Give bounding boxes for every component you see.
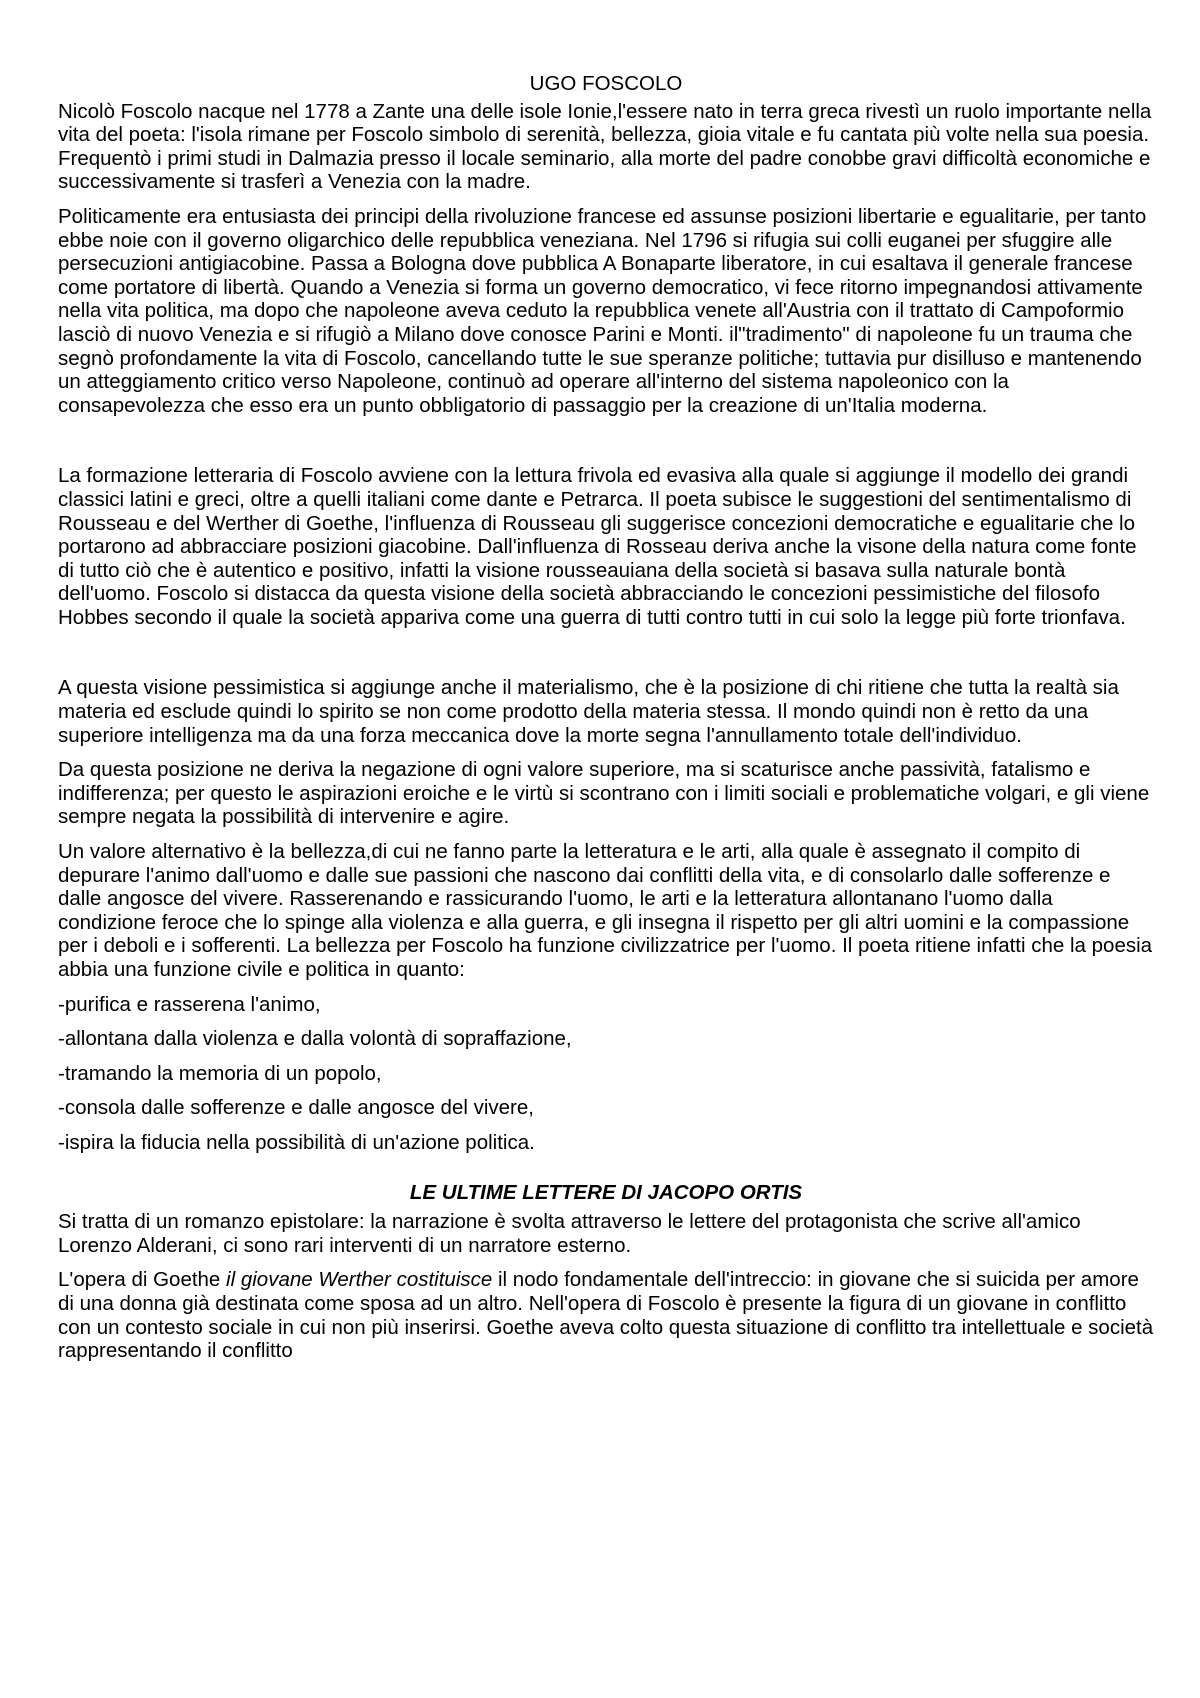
paragraph-materialism: A questa visione pessimistica si aggiunge anche il materialismo, che è la posizione di chi ritiene che tutta la realtà sia materia ed esclude quindi lo spirito se non come prodotto della materia stessa. Il mondo quindi non è retto da una superiore intelligenza ma da una forza meccanica dove la morte segna l'annullamento totale dell'individuo.	[58, 676, 1119, 747]
paragraph-epistolary: Si tratta di un romanzo epistolare: la narrazione è svolta attraverso le lettere del protagonista che scrive all'amico Lorenzo Alderani, ci sono rari interventi di un narratore esterno.	[58, 1210, 1081, 1257]
list-item: -tramando la memoria di un popolo,	[58, 1061, 382, 1085]
list-item: -allontana dalla violenza e dalla volontà di sopraffazione,	[58, 1027, 572, 1051]
paragraph-goethe	[58, 1268, 1154, 1362]
list-item: -purifica e rasserena l'animo,	[58, 992, 321, 1016]
text-run: L'opera di Goethe	[58, 1268, 227, 1292]
paragraph-negation: Da questa posizione ne deriva la negazione di ogni valore superiore, ma si scaturisce anche passività, fatalismo e indifferenza; per questo le aspirazioni eroiche e le virtù si scontrano con i limiti sociali e problematiche volgari, e gli viene sempre negata la possibilità di intervenire e agire.	[58, 758, 1150, 829]
section-title-ortis: LE ULTIME LETTERE DI JACOPO ORTIS	[409, 1180, 803, 1204]
blank-line	[58, 428, 1154, 464]
paragraph-beauty: Un valore alternativo è la bellezza,di cui ne fanno parte la letteratura e le arti, alla quale è assegnato il compito di depurare l'animo dall'uomo e dalle sue passioni che nascono dai conflitti della vita, e di consolarlo dalle sofferenze e dalle angosce del vivere. Rasserenando e rassicurando l'uomo, le arti e la letteratura allontanano l'uomo dalla condizione feroce che lo spinge alla violenza e alla guerra, e gli insegna il rispetto per gli altri uomini e la compassione per i deboli e i sofferenti. La bellezza per Foscolo ha funzione civilizzatrice per l'uomo. Il poeta ritiene infatti che la poesia abbia una funzione civile e politica in quanto:	[58, 840, 1153, 981]
list-item: -ispira la fiducia nella possibilità di un'azione politica.	[58, 1130, 535, 1154]
text-run: il nodo fondamentale dell'intreccio: in giovane che si suicida per amore di una donna già destinata come sposa ad un altro. Nell'opera di Foscolo è presente la figura di un giovane in conflitto con un contesto sociale in cui non più inserirsi. Goethe aveva colto questa situazione di conflitto tra intellettuale e società rappresentando il conflitto	[58, 1268, 1154, 1363]
italic-run: il giovane Werther costituisce	[226, 1268, 493, 1292]
document-page	[58, 72, 1154, 1374]
paragraph-literary-formation: La formazione letteraria di Foscolo avviene con la lettura frivola ed evasiva alla quale si aggiunge il modello dei grandi classici latini e greci, oltre a quelli italiani come dante e Petrarca. Il poeta subisce le suggestioni del sentimentalismo di Rousseau e del Werther di Goethe, l'influenza di Rousseau gli suggerisce concezioni democratiche e egualitarie che lo portarono ad abbracciare posizioni giacobine. Dall'influenza di Rosseau deriva anche la visone della natura come fonte di tutto ciò che è autentico e positivo, infatti la visione rousseauiana della società si basava sulla naturale bontà dell'uomo. Foscolo si distacca da questa visione della società abbracciando le concezioni pessimistiche del filosofo Hobbes secondo il quale la società appariva come una guerra di tutti contro tutti in cui solo la legge più forte trionfava.	[58, 464, 1137, 629]
document-title: UGO FOSCOLO	[529, 72, 683, 95]
blank-line	[58, 640, 1154, 676]
paragraph-biography: Nicolò Foscolo nacque nel 1778 a Zante una delle isole Ionie,l'essere nato in terra greca rivestì un ruolo importante nella vita del poeta: l'isola rimane per Foscolo simbolo di serenità, bellezza, gioia vitale e fu cantata più volte nella sua poesia. Frequentò i primi studi in Dalmazia presso il locale seminario, alla morte del padre conobbe gravi difficoltà economiche e successivamente si trasferì a Venezia con la madre.	[58, 99, 1152, 194]
list-item: -consola dalle sofferenze e dalle angosce del vivere,	[58, 1096, 534, 1120]
paragraph-politics: Politicamente era entusiasta dei principi della rivoluzione francese ed assunse posizioni libertarie e egualitarie, per tanto ebbe noie con il governo oligarchico delle repubblica veneziana. Nel 1796 si rifugia sui colli euganei per sfuggire alle persecuzioni antigiacobine. Passa a Bologna dove pubblica A Bonaparte liberatore, in cui esaltava il generale francese come portatore di libertà. Quando a Venezia si forma un governo democratico, vi fece ritorno impegnandosi attivamente nella vita politica, ma dopo che napoleone aveva ceduto la repubblica venete all'Austria con il trattato di Campoformio lasciò di nuovo Venezia e si rifugiò a Milano dove conosce Parini e Monti. il"tradimento" di napoleone fu un trauma che segnò profondamente la vita di Foscolo, cancellando tutte le sue speranze politiche; tuttavia pur disilluso e mantenendo un atteggiamento critico verso Napoleone, continuò ad operare all'interno del sistema napoleonico con la consapevolezza che esso era un punto obbligatorio di passaggio per la creazione di un'Italia moderna.	[58, 204, 1147, 417]
